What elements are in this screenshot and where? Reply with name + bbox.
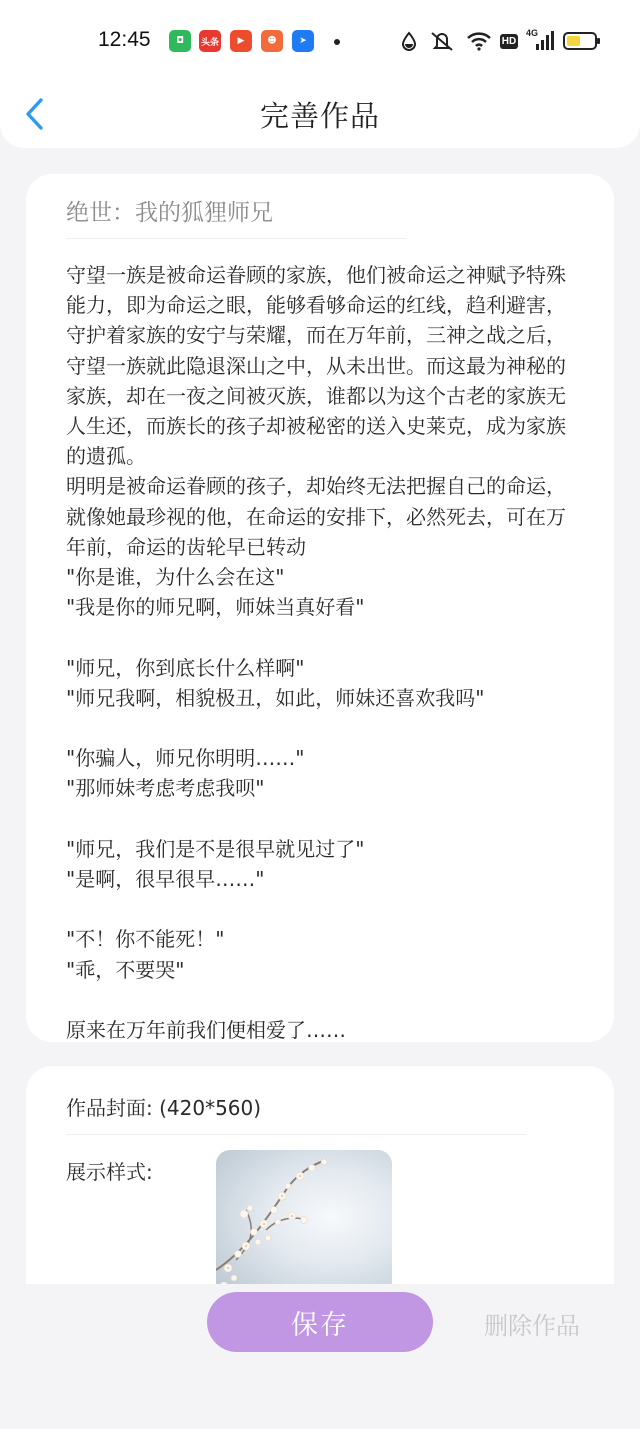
feishu-app-icon: ➤ [292,30,314,52]
content-paragraph [66,622,566,652]
hd-voice-icon [499,30,519,52]
work-content-textarea[interactable] [66,260,566,1042]
toutiao-app-icon: 头条 [199,30,221,52]
content-paragraph: "那师妹考虑考虑我呗" [66,776,265,801]
display-style-label: 展示样式: [66,1160,153,1184]
signal-icon [526,30,554,52]
content-paragraph: "是啊，很早很早……" [66,867,265,892]
page-title: 完善作品 [259,99,380,133]
status-bar [0,0,640,84]
save-button[interactable]: 保存 [207,1292,433,1352]
blossom-branch-illustration [216,1150,392,1286]
title-divider [66,238,406,239]
content-paragraph: "师兄我啊，相貌极丑，如此，师妹还喜欢我吗" [66,685,485,710]
content-paragraph: "不！你不能死！" [66,927,225,952]
cover-label: 作品封面: (420*560) [66,1096,262,1120]
network-type-label: 4G [526,28,539,38]
bottom-action-bar [0,1284,640,1429]
more-notifications-dot [334,39,340,45]
content-paragraph: 原来在万年前我们便相爱了…… [66,1018,346,1042]
delete-work-button[interactable]: 删除作品 [484,1312,580,1340]
content-paragraph [66,894,566,924]
content-paragraph: "师兄，我们是不是很早就见过了" [66,836,365,861]
battery-icon [563,30,601,52]
game-app-icon: ☻ [261,30,283,52]
top-navigation-bar [0,84,640,148]
cover-divider [66,1134,526,1135]
content-paragraph [66,985,566,1015]
content-paragraph: "你是谁，为什么会在这" [66,565,285,590]
status-time: 12:45 [98,28,151,51]
content-paragraph [66,713,566,743]
work-title-input[interactable]: 绝世：我的狐狸师兄 [66,200,273,226]
content-paragraph: "师兄，你到底长什么样啊" [66,655,305,680]
content-paragraph: 明明是被命运眷顾的孩子，却始终无法把握自己的命运，就像她最珍视的他，在命运的安排下，必然死去，可在万年前，命运的齿轮早已转动 [66,474,566,559]
data-saver-icon [400,30,418,52]
hd-label: HD [501,35,517,47]
mute-icon [428,30,456,52]
wifi-icon [466,30,492,52]
content-paragraph: "我是你的师兄啊，师妹当真好看" [66,595,365,620]
content-paragraph: 守望一族是被命运眷顾的家族，他们被命运之神赋予特殊能力，即为命运之眼，能够看够命运的红线，趋利避害，守护着家族的安宁与荣耀，而在万年前，三神之战之后，守望一族就此隐退深山之中，从未出世。而这最为神秘的家族，却在一夜之间被灭族，谁都以为这个古老的家族无人生还，而族长的孩子却被秘密的送入史莱克，成为家族的遗孤。 [66,263,566,469]
mini-program-app-icon: ◘ [169,30,191,52]
video-app-icon: ▶ [230,30,252,52]
content-paragraph: "乖，不要哭" [66,957,185,982]
cover-settings-card [26,1066,614,1286]
content-paragraph [66,804,566,834]
content-paragraph: "你骗人，师兄你明明……" [66,746,305,771]
cover-image[interactable] [216,1150,392,1286]
work-content-card [26,174,614,1042]
